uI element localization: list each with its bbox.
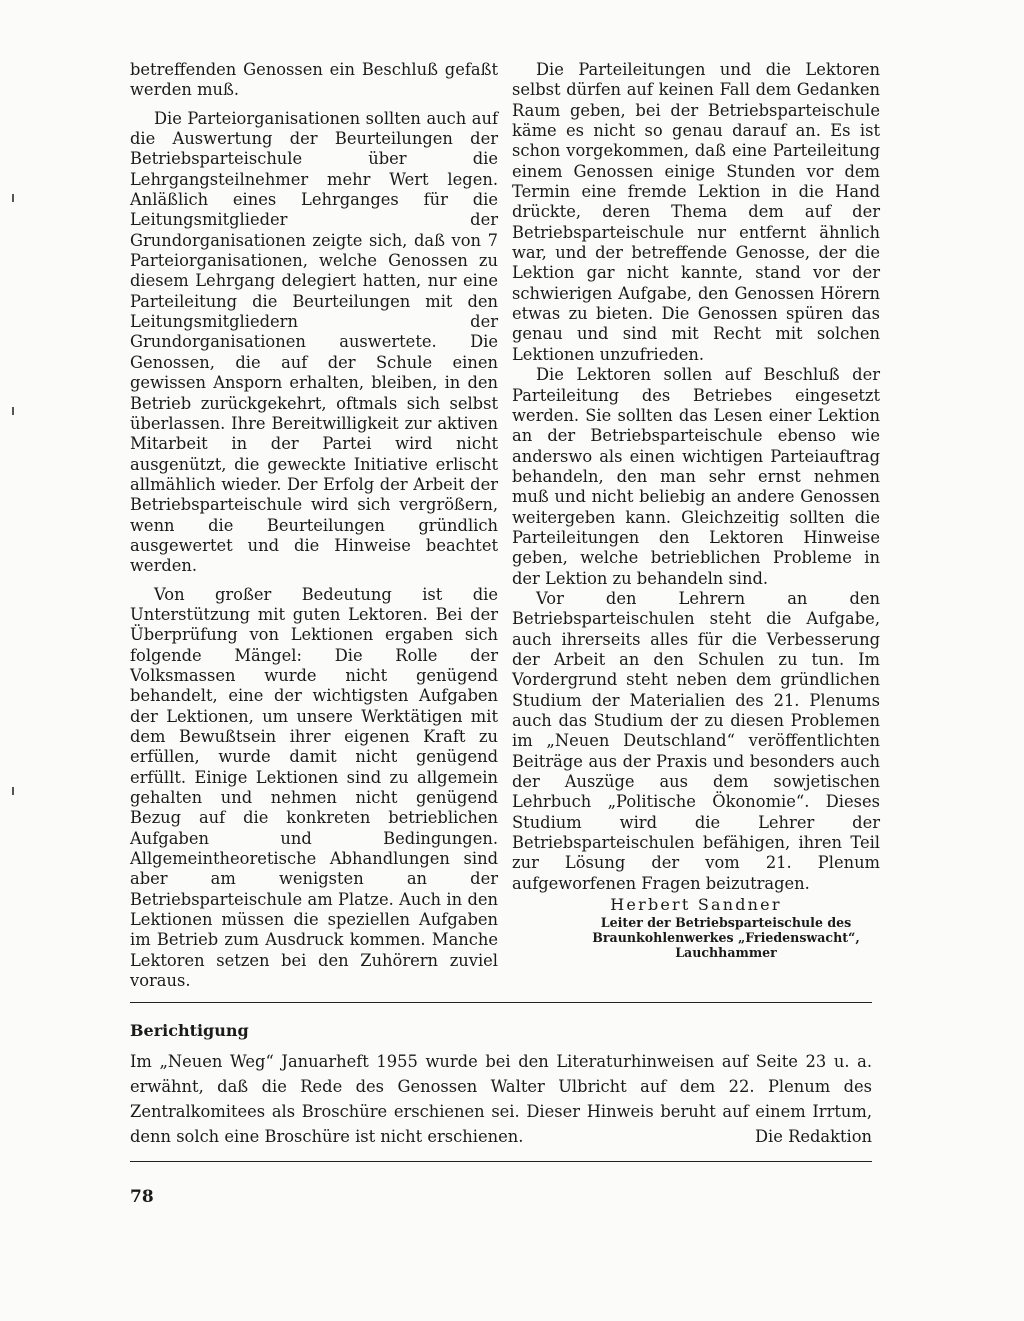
margin-mark — [12, 787, 14, 795]
bottom-divider — [130, 1161, 872, 1162]
article-left-column — [130, 60, 498, 991]
top-divider — [130, 1002, 872, 1003]
paragraph: Die Parteileitungen und die Lektoren selbst dürfen auf keinen Fall dem Gedanken Raum geben, bei der Betriebsparteischule käme es nicht so genau darauf an. Es ist schon vorgekommen, daß eine Parteileitung einem Genossen einige Stunden vor dem Termin eine fremde Lektion in die Hand drückte, deren Thema dem auf der Betriebsparteischule nur entfernt ähnlich war, und der betreffende Genosse, der die Lektion gar nicht kannte, stand vor der schwierigen Aufgabe, den Genossen Hörern etwas zu bieten. Die Genossen spüren das genau und sind mit Recht mit solchen Lektionen unzufrieden. — [512, 60, 880, 364]
correction-body: Im „Neuen Weg“ Januarheft 1955 wurde bei den Literaturhinweisen auf Seite 23 u. a. erwähnt, daß die Rede des Genossen Walter Ulbricht auf dem 22. Plenum des Zentralkomitees als Broschüre erschienen sei. Dieser Hinweis beruht auf einem Irrtum, denn solch eine Broschüre ist nicht erschienen. — [130, 1052, 872, 1146]
correction-text — [130, 1049, 872, 1149]
paragraph: Die Lektoren sollen auf Beschluß der Parteileitung des Betriebes eingesetzt werden. Sie sollten das Lesen einer Lektion an der Betriebsparteischule ebenso wie anderswo als einen wichtigen Parteiauftrag behandeln, den man sehr ernst nehmen muß und nicht beliebig an andere Genossen weitergeben kann. Gleichzeitig sollten die Parteileitungen den Lektoren Hinweise geben, welche betrieblichen Probleme in der Lektion zu behandeln sind. — [512, 365, 880, 588]
page-number: 78 — [130, 1187, 154, 1207]
paragraph: Von großer Bedeutung ist die Unterstützung mit guten Lektoren. Bei der Überprüfung von Lektionen ergaben sich folgende Mängel: Die Rolle der Volksmassen wurde nicht genügend behandelt, eine der wichtigsten Aufgaben der Lektionen, um unsere Werktätigen mit dem Bewußtsein ihrer eigenen Kraft zu erfüllen, wurde damit nicht genügend erfüllt. Einige Lektionen sind zu allgemein gehalten und nehmen nicht genügend Bezug auf die konkreten betrieblichen Aufgaben und Bedingungen. Allgemeintheoretische Abhandlungen sind aber am wenigsten an der Betriebsparteischule am Platze. Auch in den Lektionen müssen die speziellen Aufgaben im Betrieb zum Ausdruck kommen. Manche Lektoren setzen bei den Zuhörern zuviel voraus. — [130, 584, 498, 991]
article-right-column — [512, 60, 880, 960]
author-role-line: Leiter der Betriebsparteischule des — [600, 915, 852, 931]
margin-mark — [12, 407, 14, 415]
author-role-line: Braunkohlenwerkes „Friedenswacht“, — [592, 930, 860, 946]
author-role-line: Lauchhammer — [675, 945, 777, 961]
correction-notice — [130, 1018, 872, 1149]
author-role — [512, 915, 880, 960]
correction-heading: Berichtigung — [130, 1021, 249, 1040]
correction-signoff: Die Redaktion — [755, 1127, 872, 1146]
paragraph: Die Parteiorganisationen sollten auch auf die Auswertung der Beurteilungen der Betriebsparteischule über die Lehrgangsteilnehmer mehr Wert legen. Anläßlich eines Lehrganges für die Leitungsmitglieder der Grundorganisationen zeigte sich, daß von 7 Parteiorganisationen, welche Genossen zu diesem Lehrgang delegiert hatten, nur eine Parteileitung die Beurteilungen mit den Leitungsmitgliedern der Grundorganisationen auswertete. Die Genossen, die auf der Schule einen gewissen Ansporn erhalten, bleiben, in den Betrieb zurückgekehrt, oftmals sich selbst überlassen. Ihre Bereitwilligkeit zur aktiven Mitarbeit in der Partei wird nicht ausgenützt, die geweckte Initiative erlischt allmählich wieder. Der Erfolg der Arbeit der Betriebsparteischule wird sich vergrößern, wenn die Beurteilungen gründlich ausgewertet und die Hinweise beachtet werden. — [130, 108, 498, 576]
paragraph: Vor den Lehrern an den Betriebsparteischulen steht die Aufgabe, auch ihrerseits alles für die Verbesserung der Arbeit an den Schulen zu tun. Im Vordergrund steht neben dem gründlichen Studium der Materialien des 21. Plenums auch das Studium der zu diesen Problemen im „Neuen Deutschland“ veröffentlichten Beiträge aus der Praxis und besonders auch der Auszüge aus dem sowjetischen Lehrbuch „Politische Ökonomie“. Dieses Studium wird die Lehrer der Betriebsparteischulen befähigen, ihren Teil zur Lösung der vom 21. Plenum aufgeworfenen Fragen beizutragen. — [512, 588, 880, 893]
margin-mark — [12, 194, 14, 202]
author-name: Herbert Sandner — [610, 895, 782, 915]
paragraph: betreffenden Genossen ein Beschluß gefaßt werden muß. — [130, 60, 498, 100]
